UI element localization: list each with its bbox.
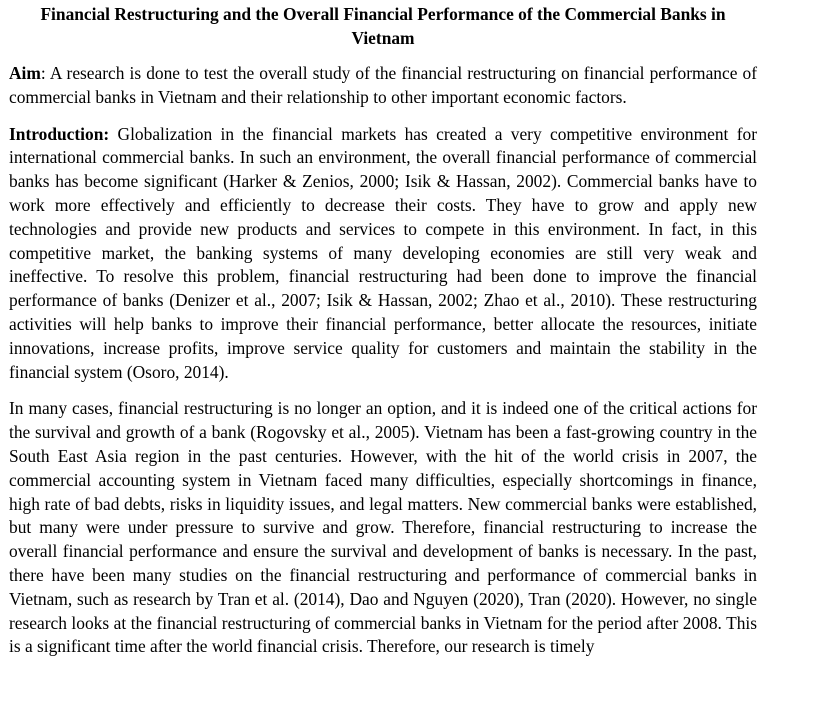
introduction-text: Globalization in the financial markets has created a very competitive environment for international commercial banks. In such an environment, the overall financial performance of commercial banks has become significant (Harker & Zenios, 2000; Isik & Hassan, 2002). Commercial banks have to work more effectively and efficiently to decrease their costs. They have to grow and apply new technologies and provide new products and services to compete in this environment. In fact, in this competitive market, the banking systems of many developing economies are still very weak and ineffective. To resolve this problem, financial restructuring had been done to improve the financial performance of banks (Denizer et al., 2007; Isik & Hassan, 2002; Zhao et al., 2010). These restructuring activities will help banks to improve their financial performance, better allocate the resources, initiate innovations, increase profits, improve service quality for customers and maintain the stability in the financial system (Osoro, 2014). <box>9 123 757 382</box>
document-title: Financial Restructuring and the Overall Financial Performance of the Commercial Banks in Vietnam <box>40 4 726 48</box>
introduction-label: Introduction: <box>9 123 110 144</box>
aim-paragraph <box>9 62 757 110</box>
aim-label: Aim <box>9 63 41 83</box>
document-page <box>9 0 757 659</box>
introduction-paragraph <box>9 123 757 385</box>
body-paragraph: In many cases, financial restructuring is no longer an option, and it is indeed one of the critical actions for the survival and growth of a bank (Rogovsky et al., 2005). Vietnam has been a fast-growing country in the South East Asia region in the past centuries. However, with the hit of the world crisis in 2007, the commercial accounting system in Vietnam faced many difficulties, especially shortcomings in finance, high rate of bad debts, risks in liquidity issues, and legal matters. New commercial banks were established, but many were under pressure to survive and grow. Therefore, financial restructuring to increase the overall financial performance and ensure the survival and development of banks is necessary. In the past, there have been many studies on the financial restructuring and performance of commercial banks in Vietnam, such as research by Tran et al. (2014), Dao and Nguyen (2020), Tran (2020). However, no single research looks at the financial restructuring of commercial banks in Vietnam for the period after 2008. This is a significant time after the world financial crisis. Therefore, our research is timely <box>9 398 757 657</box>
aim-text: : A research is done to test the overall study of the financial restructuring on financial performance of commercial banks in Vietnam and their relationship to other important economic factors. <box>9 63 757 107</box>
